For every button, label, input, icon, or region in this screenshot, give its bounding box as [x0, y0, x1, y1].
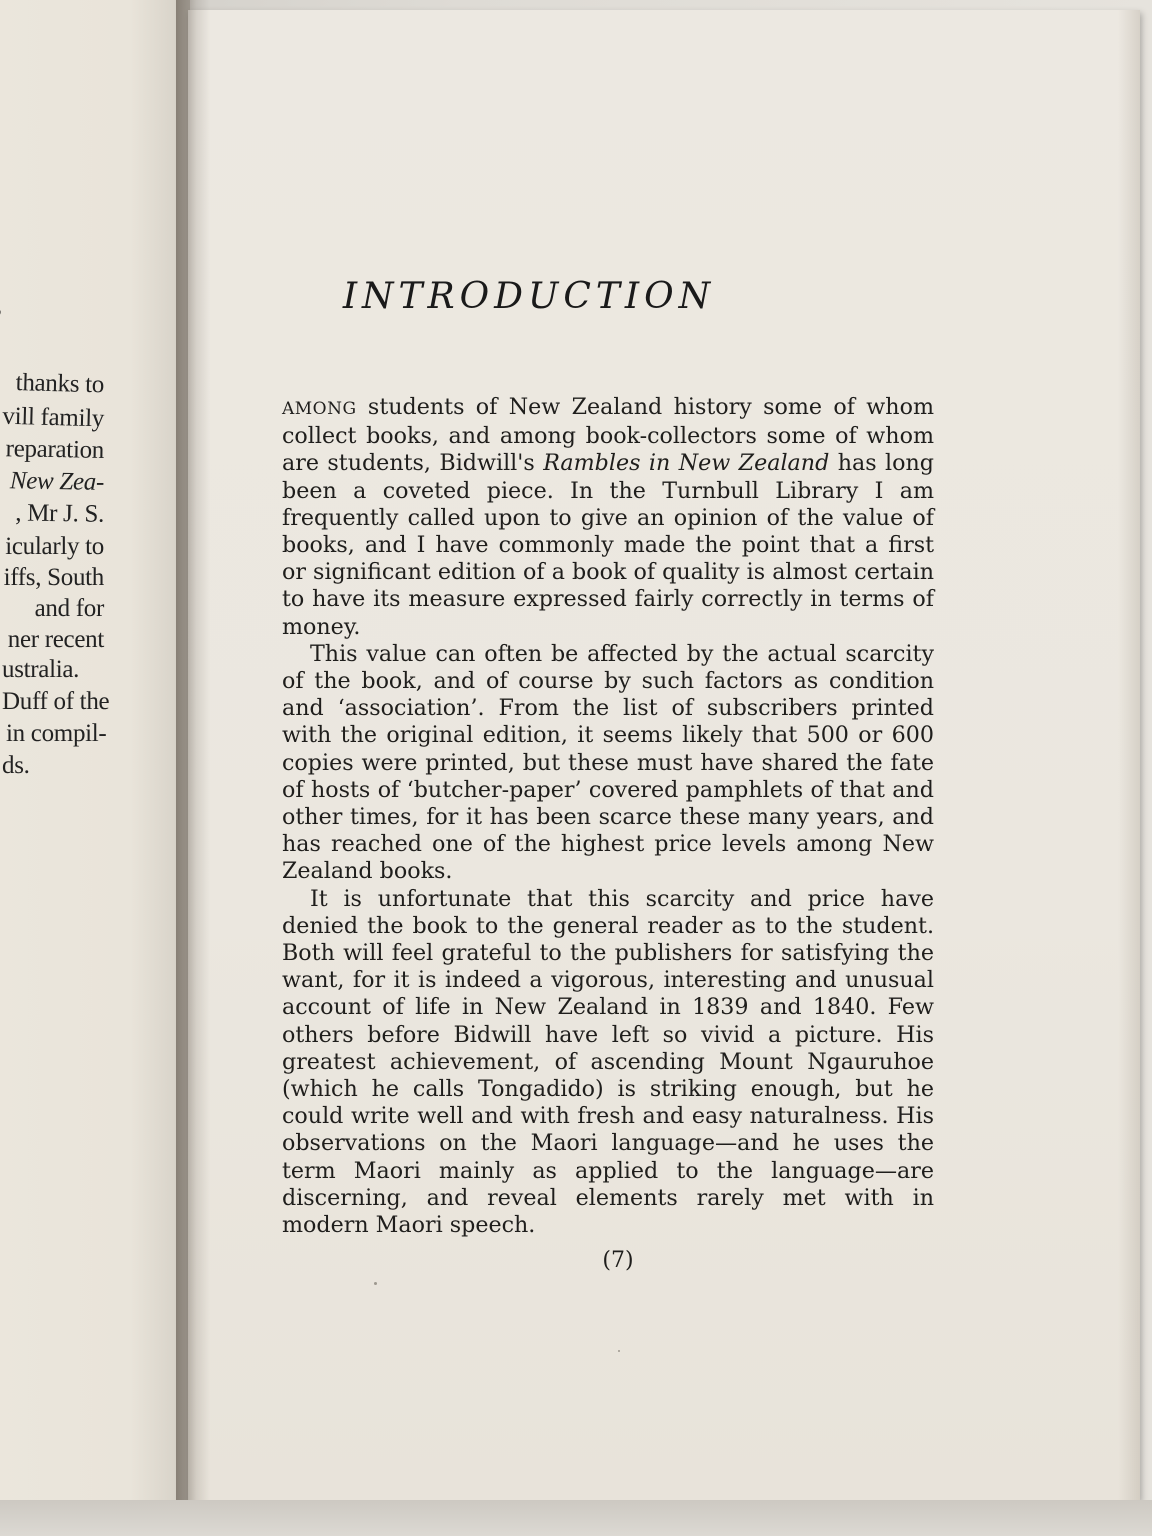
table-surface — [0, 1500, 1152, 1536]
paper-speck — [618, 1350, 620, 1352]
left-page-line: in compil- — [6, 720, 107, 747]
paragraph-text: students of New Zealand history some of whom collect books, and among book-collectors some of whom are students, Bidwill's — [282, 394, 934, 477]
left-page-line: Duff of the — [2, 688, 110, 715]
left-page-line: icularly to — [5, 533, 104, 560]
left-page-line: thanks to — [15, 369, 105, 399]
left-page-line: vill family — [2, 402, 105, 433]
body-text — [282, 394, 934, 1239]
gutter-shadow — [176, 0, 210, 1536]
left-page-line: reparation — [5, 435, 105, 464]
paragraph-text: has long been a coveted piece. In the Turnbull Library I am frequently called upon to give an opinion of the value of books, and I have commonly made the point that a first or significant edition of a book of quality is almost certain to have its measure expressed fairly correctly in terms of money. — [282, 450, 934, 640]
paragraph — [282, 394, 934, 641]
left-page-line: ustralia. — [2, 656, 80, 683]
left-page-line: New Zea- — [9, 467, 105, 496]
right-page — [188, 10, 1140, 1500]
left-page-line: and for — [34, 595, 104, 622]
left-facing-page — [0, 0, 190, 1536]
left-page-line: ds. — [2, 752, 30, 779]
paper-speck — [374, 1282, 377, 1285]
left-page-line: iffs, South — [3, 564, 104, 591]
small-caps-lead: AMONG — [282, 399, 357, 419]
left-page-line: ner recent — [7, 626, 104, 653]
book-title-italic: Rambles in New Zealand — [543, 450, 830, 477]
paragraph: This value can often be affected by the actual scarcity of the book, and of course by such factors as condition and ‘association’. From the list of subscribers printed with the original edition, it seems likely that 500 or 600 copies were printed, but these must have shared the fate of hosts of ‘butcher-paper’ covered pamphlets of that and other times, for it has been scarce these many years, and has reached one of the highest price levels among New Zealand books. — [282, 640, 934, 885]
left-page-line: , Mr J. S. — [15, 499, 105, 528]
page-number: (7) — [602, 1248, 634, 1273]
paragraph: It is unfortunate that this scarcity and price have denied the book to the general reader as to the student. Both will feel grateful to the publishers for satisfying the want, for it is indeed a vigorous, interesting and unusual account of life in New Zealand in 1839 and 1840. Few others before Bidwill have left so vivid a picture. His greatest achievement, of ascending Mount Ngauruhoe (which he calls Tongadido) is striking enough, but he could write well and with fresh and easy naturalness. His observations on the Maori language—and he uses the term Maori mainly as applied to the language—are discerning, and reveal elements rarely met with in modern Maori speech. — [282, 885, 934, 1239]
chapter-title: INTRODUCTION — [342, 276, 716, 317]
